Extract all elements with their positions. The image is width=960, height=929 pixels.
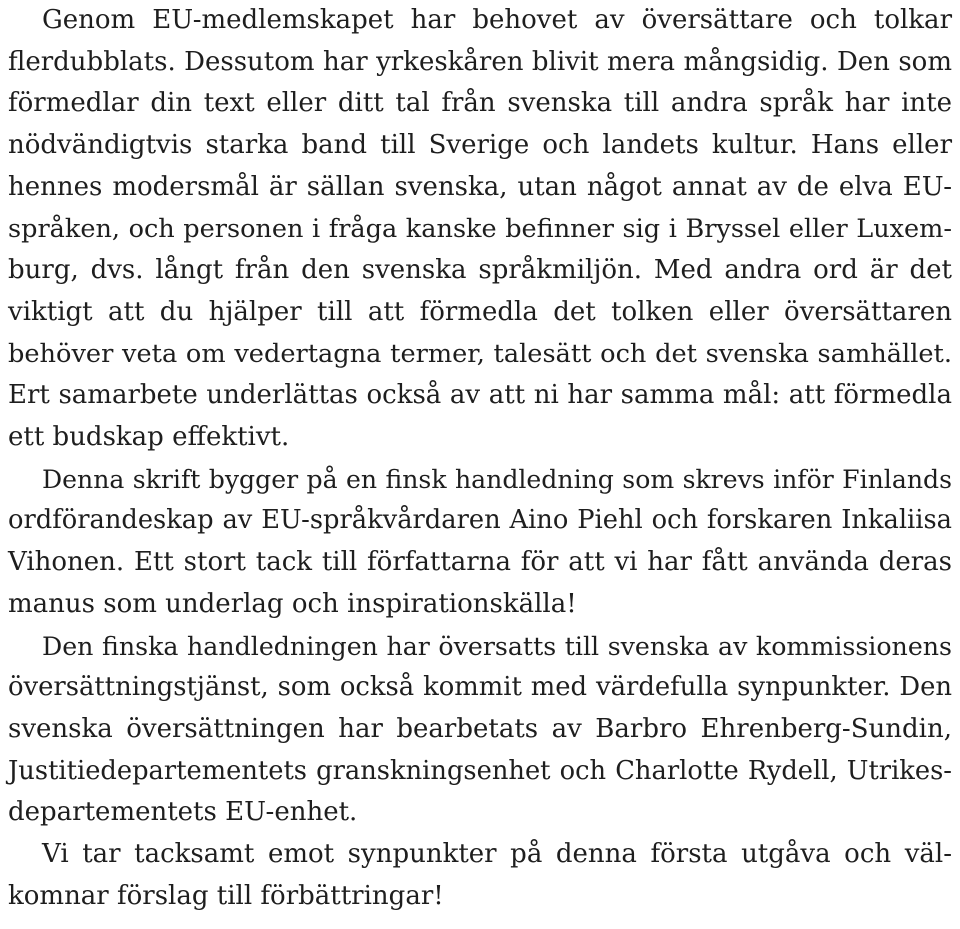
text-line: ett budskap effektivt. (8, 422, 290, 453)
text-line: Vihonen. Ett stort tack till författarna för att vi har fått använda deras (8, 547, 952, 578)
text-line: burg, dvs. långt från den svenska språkmiljön. Med andra ord är det (8, 255, 952, 286)
text-line: ordförandeskap av EU-språkvårdaren Aino Piehl och forskaren Inkaliisa (8, 505, 952, 536)
text-line: Genom EU-medlemskapet har behovet av översättare och tolkar (42, 5, 952, 35)
text-line: översättningstjänst, som också kommit med värdefulla synpunkter. Den (8, 672, 952, 703)
paragraph-feedback (8, 834, 952, 917)
text-line: nödvändigtvis starka band till Sverige och landets kultur. Hans eller (8, 130, 952, 161)
text-line: viktigt att du hjälper till att förmedla det tolken eller översättaren (8, 296, 952, 327)
document-page (8, 0, 952, 917)
paragraph-translation-credits (8, 626, 952, 835)
text-line: språken, och personen i fråga kanske befinner sig i Bryssel eller Luxem- (8, 213, 952, 244)
text-line: behöver veta om vedertagna termer, talesätt och det svenska samhället. (8, 338, 952, 369)
text-line: Ert samarbete underlättas också av att ni har samma mål: att förmedla (8, 380, 952, 411)
text-line: förmedlar din text eller ditt tal från svenska till andra språk har inte (8, 88, 952, 119)
text-line: Den finska handledningen har översatts till svenska av kommissionens (42, 631, 952, 661)
text-line: departementets EU-enhet. (8, 797, 358, 828)
text-line: Vi tar tacksamt emot synpunkter på denna första utgåva och väl- (42, 839, 952, 870)
text-line: manus som underlag och inspirationskälla! (8, 588, 577, 619)
text-line: svenska översättningen har bearbetats av Barbro Ehrenberg-Sundin, (8, 713, 952, 744)
text-line: Denna skrift bygger på en finsk handledning som skrevs inför Finlands (42, 464, 952, 494)
paragraph-eu-membership (8, 0, 952, 459)
text-line: Justitiedepartementets granskningsenhet och Charlotte Rydell, Utrikes- (8, 755, 952, 786)
paragraph-acknowledgement (8, 459, 952, 626)
text-line: hennes modersmål är sällan svenska, utan något annat av de elva EU- (8, 171, 952, 202)
text-line: komnar förslag till förbättringar! (8, 880, 444, 911)
text-line: flerdubblats. Dessutom har yrkeskåren blivit mera mångsidig. Den som (8, 46, 952, 77)
